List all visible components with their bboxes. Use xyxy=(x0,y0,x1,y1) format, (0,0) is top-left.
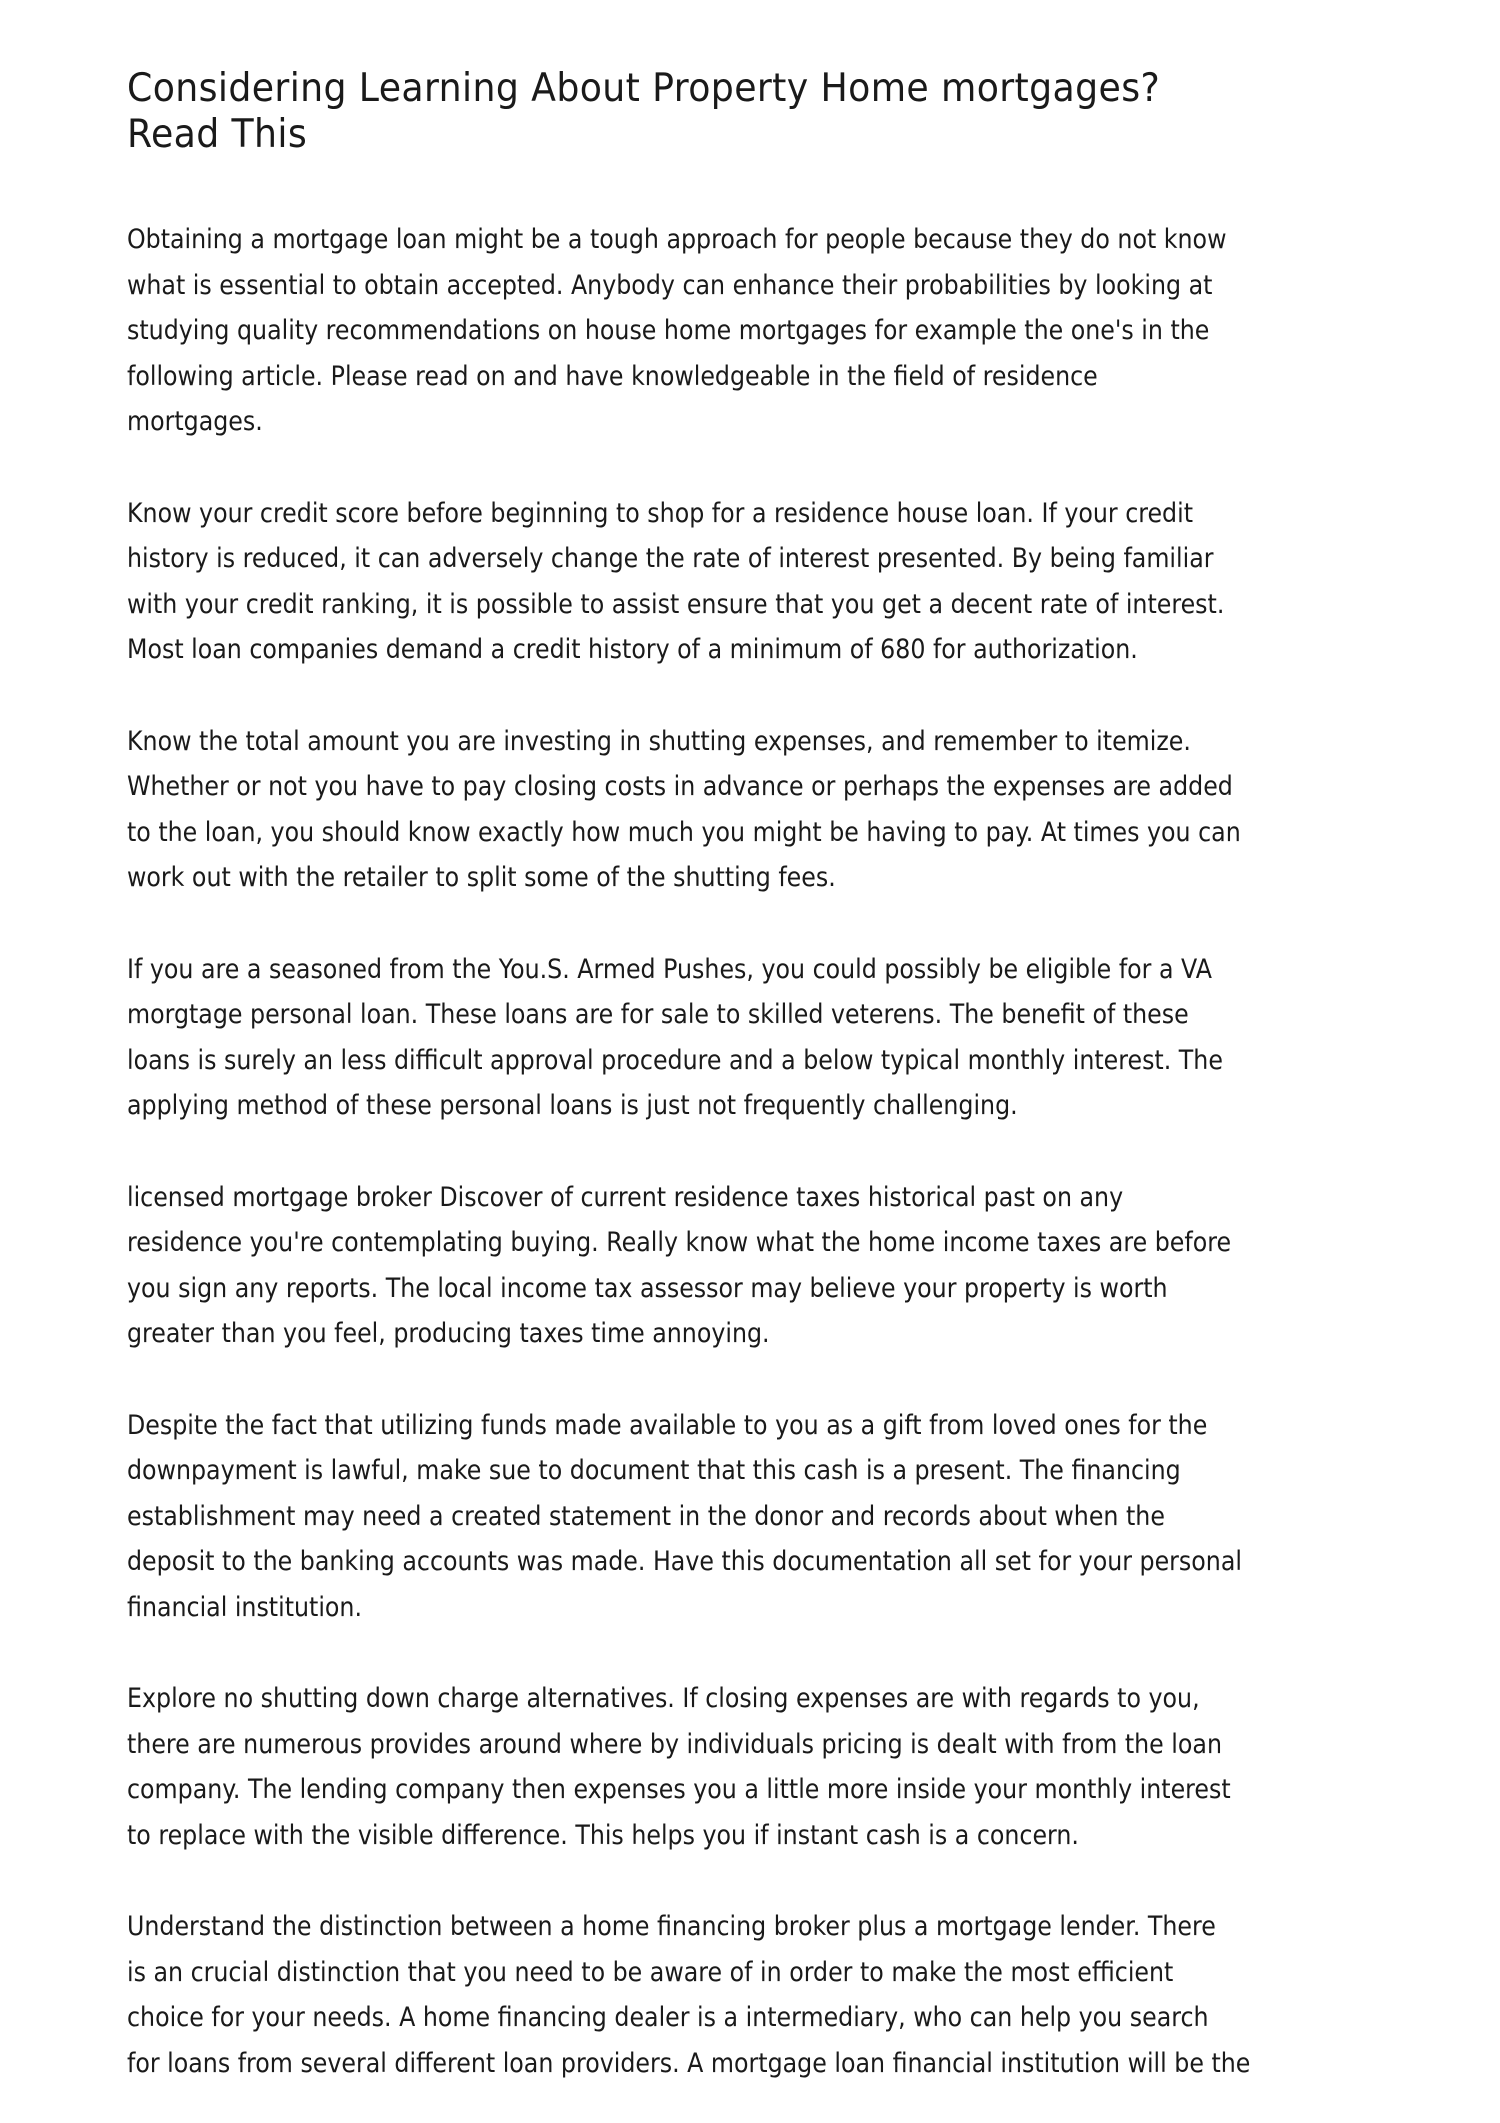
document-content xyxy=(127,66,1382,2123)
paragraph-broker-vs-lender: Understand the distinction between a home financing broker plus a mortgage lender. There is an crucial distinction that you need to be aware of in order to make the most efficient choice for your needs. A home financing dealer is a intermediary, who can help you search for loans from several different loan providers. A mortgage loan financial institution will be the xyxy=(127,1911,1251,2079)
paragraph-intro: Obtaining a mortgage loan might be a tough approach for people because they do not know what is essential to obtain accepted. Anybody can enhance their probabilities by looking at studying quality recommendations on house home mortgages for example the one's in the following article. Please read on and have knowledgeable in the field of residence mortgages. xyxy=(127,224,1227,437)
paragraph-credit-score: Know your credit score before beginning to shop for a residence house loan. If your credit history is reduced, it can adversely change the rate of interest presented. By being familiar with your credit ranking, it is possible to assist ensure that you get a decent rate of interest. Most loan companies demand a credit history of a minimum of 680 for authorization. xyxy=(127,497,1225,665)
paragraph-no-closing-cost: Explore no shutting down charge alternatives. If closing expenses are with regards to you, there are numerous provides around where by individuals pricing is dealt with from the loan company. The lending company then expenses you a little more inside your monthly interest to replace with the visible difference. This helps you if instant cash is a concern. xyxy=(127,1683,1231,1851)
paragraph-gift-funds: Despite the fact that utilizing funds made available to you as a gift from loved ones for the downpayment is lawful, make sue to document that this cash is a present. The financing establishment may need a created statement in the donor and records about when the deposit to the banking accounts was made. Have this documentation all set for your personal financial institution. xyxy=(127,1409,1242,1623)
paragraph-closing-expenses: Know the total amount you are investing in shutting expenses, and remember to itemize. Whether or not you have to pay closing costs in advance or perhaps the expenses are added to the loan, you should know exactly how much you might be having to pay. At times you can work out with the retailer to split some of the shutting fees. xyxy=(127,725,1241,893)
document-body xyxy=(127,217,1382,2086)
document-title: Considering Learning About Property Home mortgages? Read This xyxy=(127,66,1161,157)
paragraph-property-taxes: licensed mortgage broker Discover of current residence taxes historical past on any residence you're contemplating buying. Really know what the home income taxes are before you sign any reports. The local income tax assessor may believe your property is worth greater than you feel, producing taxes time annoying. xyxy=(127,1181,1232,1349)
paragraph-va-loan: If you are a seasoned from the You.S. Armed Pushes, you could possibly be eligible for a VA morgtage personal loan. These loans are for sale to skilled veterens. The benefit of these loans is surely an less difficult approval procedure and a below typical monthly interest. The applying method of these personal loans is just not frequently challenging. xyxy=(127,953,1223,1121)
